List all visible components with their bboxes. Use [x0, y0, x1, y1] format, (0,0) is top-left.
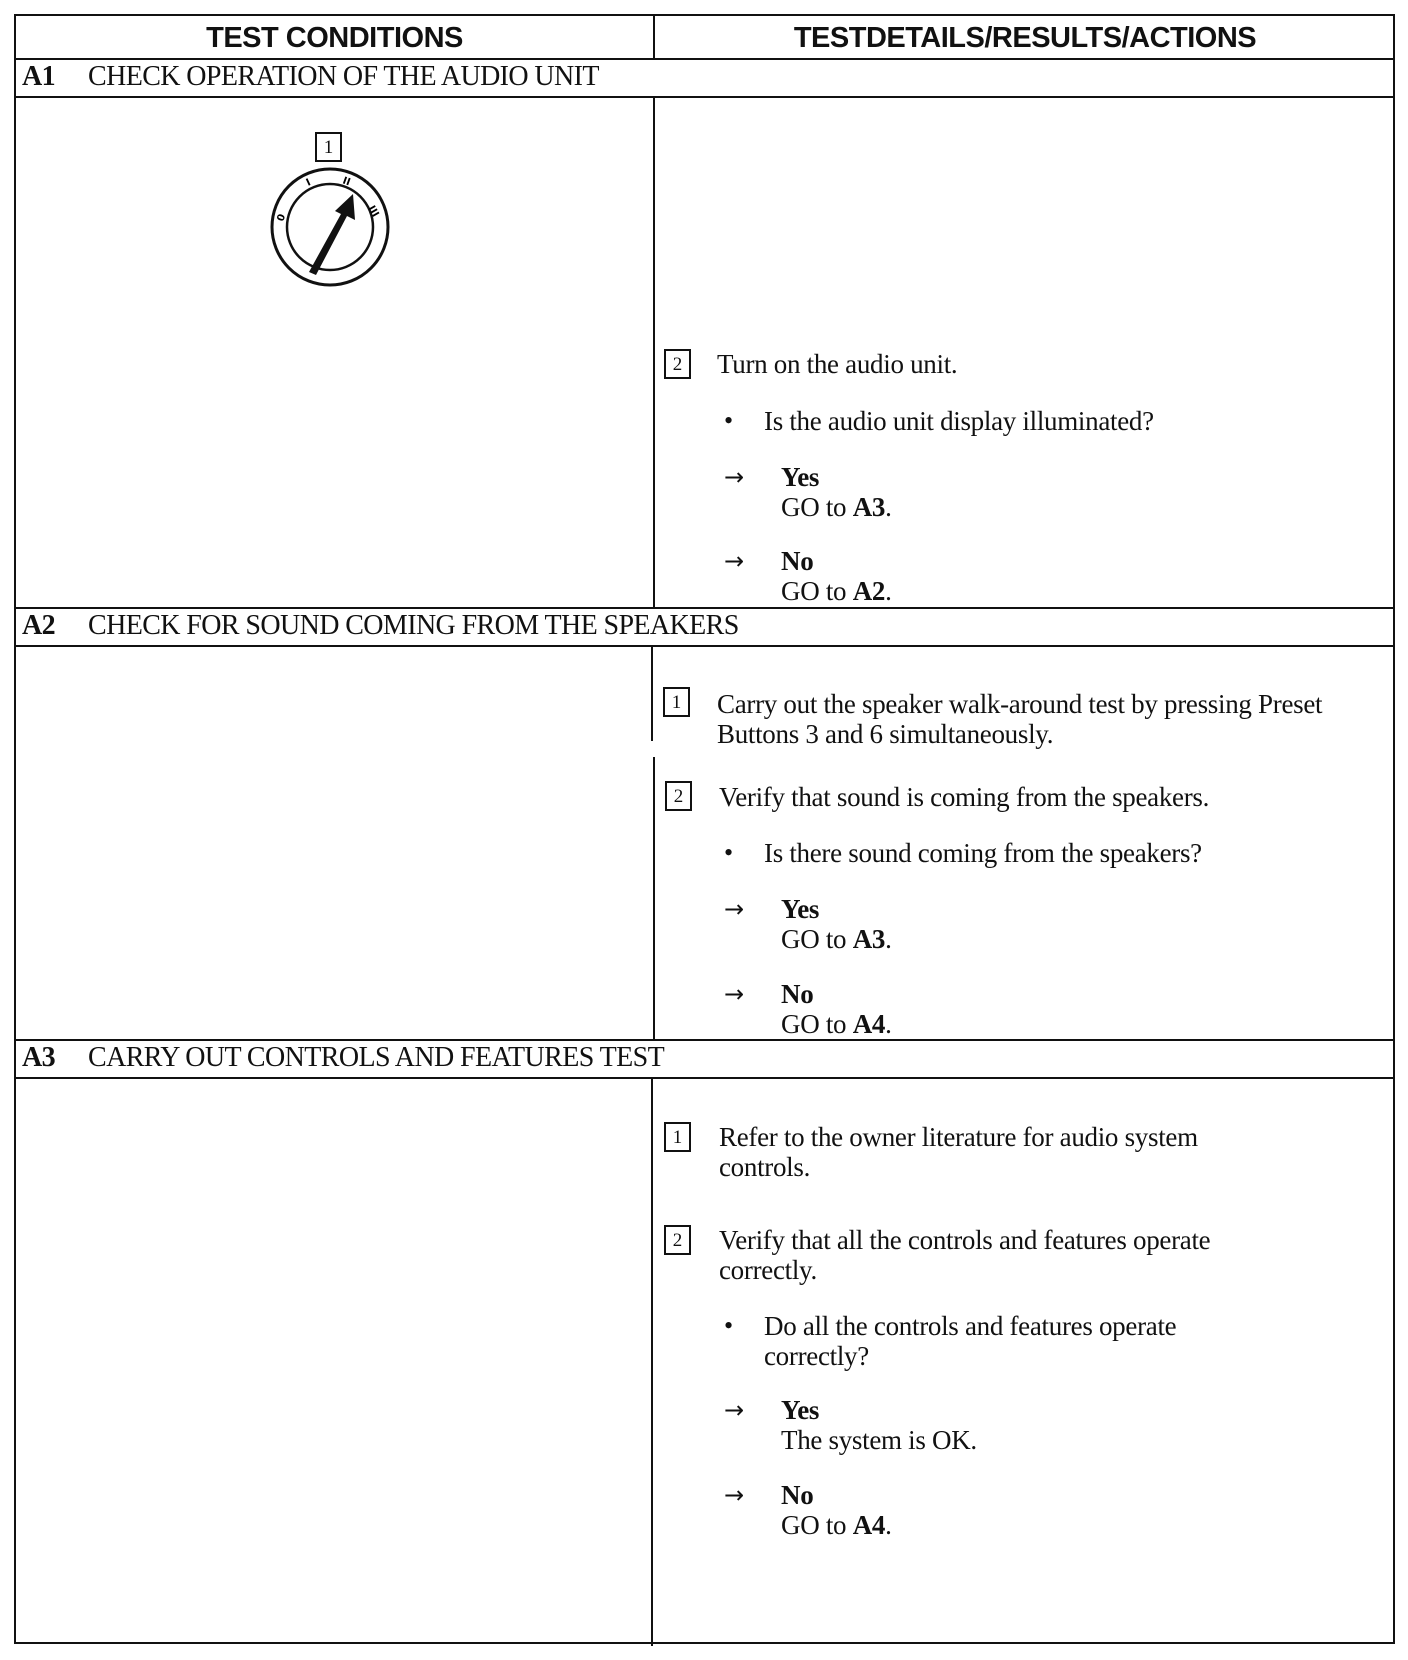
arrow-icon: →: [724, 1396, 744, 1424]
figure-step-number: 1: [315, 132, 342, 162]
answer-end: .: [885, 492, 892, 522]
section-a3-title: [22, 1038, 664, 1078]
step-text: Turn on the audio unit.: [717, 349, 958, 379]
ignition-switch-diagram: [267, 164, 393, 290]
answer-ref: A3: [852, 492, 886, 522]
dial-label-3: III: [365, 204, 381, 220]
section-code: A3: [22, 1042, 56, 1073]
dial-outer-ring: [272, 169, 388, 285]
step-number: 2: [664, 349, 691, 379]
step-text: Verify that all the controls and features operate correctly.: [719, 1225, 1211, 1285]
diagnostic-table: [14, 14, 1395, 1644]
dial-label-2: II: [340, 175, 352, 189]
step-number: 1: [663, 687, 690, 717]
answer-action: GO to: [781, 924, 853, 954]
arrow-icon: →: [724, 895, 744, 923]
answer-yes: [724, 1395, 1324, 1455]
dial-label-0: 0: [275, 212, 289, 224]
arrow-icon: →: [724, 980, 744, 1008]
header-test-conditions: TEST CONDITIONS: [206, 21, 463, 54]
section-a1-title: [22, 57, 599, 97]
answer-no: [724, 979, 1324, 1039]
answer-ref: A2: [852, 576, 886, 606]
answer-action: GO to: [781, 1510, 853, 1540]
step-number: 2: [665, 781, 692, 811]
bullet-dot: •: [724, 838, 733, 867]
answer-label: No: [781, 546, 814, 576]
step-text: Refer to the owner literature for audio system controls.: [719, 1122, 1198, 1182]
dial-pointer-arrow: [309, 194, 355, 275]
step-text: Verify that sound is coming from the speakers.: [719, 782, 1210, 812]
answer-action: GO to: [781, 576, 853, 606]
section-code: A2: [22, 610, 56, 641]
dial-inner-ring: [287, 184, 373, 270]
step-number: 1: [664, 1122, 691, 1152]
a3-column-divider: [651, 1077, 653, 1646]
answer-ref: A4: [852, 1009, 886, 1039]
answer-end: .: [885, 924, 892, 954]
a2-column-divider-upper: [651, 645, 653, 741]
question-text: Is there sound coming from the speakers?: [764, 838, 1202, 868]
answer-yes: [724, 462, 1324, 522]
answer-no: [724, 1480, 1324, 1540]
answer-label: Yes: [781, 462, 820, 492]
answer-action: GO to: [781, 1009, 853, 1039]
answer-action: GO to: [781, 492, 853, 522]
section-title-text: CHECK OPERATION OF THE AUDIO UNIT: [88, 61, 599, 92]
section-code: A1: [22, 61, 56, 92]
bullet-dot: •: [724, 406, 733, 435]
step-text: Carry out the speaker walk-around test by pressing Preset Buttons 3 and 6 simultaneously.: [717, 689, 1323, 749]
answer-ref: A4: [852, 1510, 886, 1540]
answer-label: Yes: [781, 894, 820, 924]
question-text: Is the audio unit display illuminated?: [764, 406, 1154, 436]
section-title-text: CARRY OUT CONTROLS AND FEATURES TEST: [88, 1042, 665, 1073]
answer-no: [724, 546, 1324, 606]
bullet-dot: •: [724, 1311, 733, 1340]
question-text: Do all the controls and features operate correctly?: [764, 1311, 1177, 1371]
answer-action: The system is OK.: [781, 1425, 977, 1455]
arrow-icon: →: [724, 1481, 744, 1509]
step-number: 2: [664, 1225, 691, 1255]
a2-column-divider-lower: [653, 757, 655, 1039]
answer-end: .: [885, 1510, 892, 1540]
header-test-details: TESTDETAILS/RESULTS/ACTIONS: [793, 21, 1257, 54]
answer-label: No: [781, 979, 814, 1009]
answer-label: No: [781, 1480, 814, 1510]
answer-end: .: [885, 1009, 892, 1039]
answer-end: .: [885, 576, 892, 606]
answer-label: Yes: [781, 1395, 820, 1425]
answer-ref: A3: [852, 924, 886, 954]
section-title-text: CHECK FOR SOUND COMING FROM THE SPEAKERS: [88, 610, 739, 641]
a1-column-divider: [653, 96, 655, 607]
dial-label-1: I: [304, 177, 313, 189]
arrow-icon: →: [724, 463, 744, 491]
section-a2-title: [22, 606, 739, 646]
answer-yes: [724, 894, 1324, 954]
arrow-icon: →: [724, 547, 744, 575]
